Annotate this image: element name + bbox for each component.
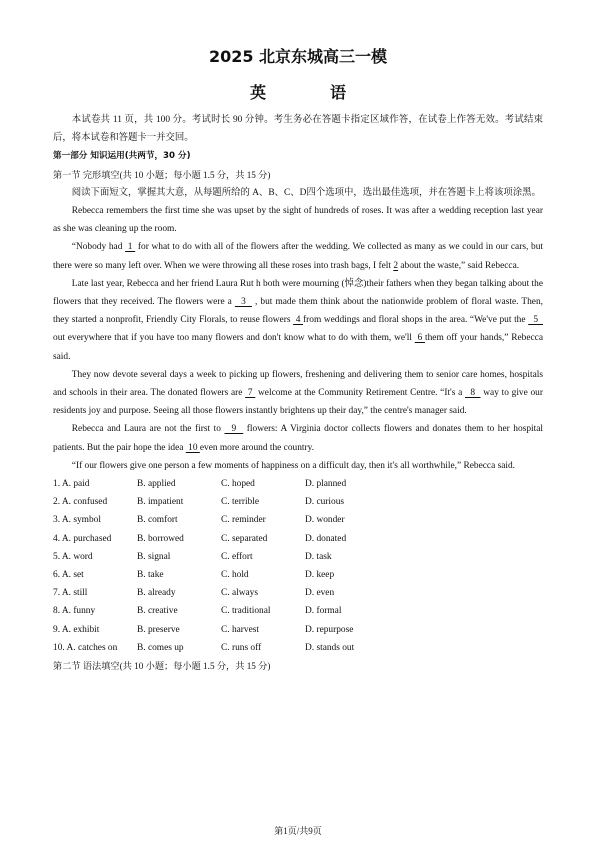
passage-paragraph-3 xyxy=(53,275,543,366)
passage-paragraph-4 xyxy=(53,366,543,421)
passage-text: flowers: A Virginia doctor collects flowers and donates them to her hospital patients. But the pair hope the idea xyxy=(53,424,543,453)
option-row xyxy=(53,621,543,639)
passage-text: them off your hands,” Rebecca said. xyxy=(53,333,543,362)
option-row xyxy=(53,475,543,493)
option-row xyxy=(53,530,543,548)
option-b: B. comes up xyxy=(137,642,184,653)
subject-title: 英 语 xyxy=(249,83,370,102)
blank-9: 9 xyxy=(224,424,244,435)
exam-body xyxy=(53,111,543,675)
option-b: B. borrowed xyxy=(137,533,184,544)
passage-text: They now devote several days a week to picking up flowers, freshening and delivering them to senior care homes, hospitals and schools in their area. The donated flowers are xyxy=(53,369,543,399)
option-row xyxy=(53,602,543,620)
option-c: C. traditional xyxy=(221,606,271,617)
option-row xyxy=(53,584,543,602)
option-b: B. already xyxy=(137,588,176,599)
blank-3: 3 xyxy=(234,297,252,308)
option-c: C. runs off xyxy=(221,642,262,653)
option-d: D. stands out xyxy=(305,642,355,653)
option-a: 2. A. confused xyxy=(53,497,108,508)
intro-paragraph: 本试卷共 11 页，共 100 分。考试时长 90 分钟。考生务必在答题卡指定区域作答，在试卷上作答无效。考试结束后，将本试卷和答题卡一并交回。 xyxy=(53,115,543,144)
option-c: C. effort xyxy=(221,551,253,562)
option-a: 1. A. paid xyxy=(53,479,90,490)
option-a: 10. A. catches on xyxy=(53,642,118,653)
option-c: C. terrible xyxy=(221,497,260,508)
blank-10: 10 xyxy=(185,442,200,453)
option-b: B. comfort xyxy=(137,515,178,526)
exam-title: 2025 北京东城高三一模 xyxy=(208,47,388,66)
section2-heading: 第二节 语法填空(共 10 小题；每小题 1.5 分，共 15 分) xyxy=(53,660,271,671)
option-d: D. keep xyxy=(305,570,335,580)
section1-instruction: 阅读下面短文，掌握其大意，从每题所给的 A、B、C、D四个选项中，选出最佳选项，并在答题卡上将该项涂黑。 xyxy=(71,187,541,198)
passage-text: welcome at the Community Retirement Centre. “It's a xyxy=(255,388,465,399)
passage-text: “Nobody had xyxy=(71,242,126,253)
passage-paragraph-1: Rebecca remembers the first time she was upset by the sight of hundreds of roses. It was after a wedding reception last year as she was cleaning up the room. xyxy=(53,206,543,235)
option-b: B. signal xyxy=(137,551,171,562)
option-a: 5. A. word xyxy=(53,551,93,562)
blank-4: 4 xyxy=(293,315,304,326)
passage-text: way to give our residents joy and purpose. Seeing all those flowers instantly brightens up their day,” the centre's manager said. xyxy=(53,388,543,417)
passage-text: for what to do with all of the flowers after the wedding. We collected as many as we could in our cars, but there were so many left over. When we were throwing all these roses into trash bags, I felt xyxy=(53,242,544,271)
blank-1: 1 xyxy=(125,242,136,253)
passage-paragraph-2 xyxy=(53,238,543,274)
section1-heading: 第一节 完形填空(共 10 小题；每小题 1.5 分，共 15 分) xyxy=(53,169,271,180)
option-d: D. planned xyxy=(305,479,347,490)
option-d: D. donated xyxy=(305,533,347,544)
option-d: D. task xyxy=(305,551,332,562)
option-b: B. applied xyxy=(137,479,176,490)
passage-text: out everywhere that if you have too many flowers and don't know what to do with them, we'll xyxy=(53,333,415,344)
option-a: 8. A. funny xyxy=(53,606,96,617)
option-c: C. hold xyxy=(221,570,249,580)
option-row xyxy=(53,493,543,511)
option-b: B. impatient xyxy=(137,497,184,508)
option-d: D. wonder xyxy=(305,515,345,526)
option-a: 3. A. symbol xyxy=(53,515,101,526)
passage-text: , but made them think about the nationwide problem of floral waste. Then, they started a nonprofit, Friendly City Florals, to reuse flowers xyxy=(53,297,543,326)
blank-6: 6 xyxy=(414,333,425,344)
option-c: C. always xyxy=(221,588,258,599)
option-a: 7. A. still xyxy=(53,588,88,599)
option-d: D. curious xyxy=(305,497,345,508)
passage-paragraph-5 xyxy=(53,420,543,456)
passage-text: from weddings and floral shops in the area. “We've put the xyxy=(303,315,529,326)
passage-text: even more around the country. xyxy=(199,442,315,453)
passage-text: about the waste,” said Rebecca. xyxy=(398,260,520,271)
option-b: B. creative xyxy=(137,606,178,617)
options-list xyxy=(53,475,543,657)
option-row xyxy=(53,566,543,584)
option-c: C. reminder xyxy=(221,515,266,526)
option-a: 6. A. set xyxy=(53,570,84,580)
blank-7: 7 xyxy=(245,388,256,399)
option-row xyxy=(53,548,543,566)
option-c: C. hoped xyxy=(221,479,255,490)
option-a: 9. A. exhibit xyxy=(53,624,100,635)
blank-8: 8 xyxy=(465,388,481,399)
option-d: D. repurpose xyxy=(305,624,354,635)
passage-text: Late last year, Rebecca and her friend Laura Rut h both were mourning (悼念)their fathers when they began talking about the flowers that they received. The flowers were a xyxy=(53,278,543,308)
option-b: B. preserve xyxy=(137,624,180,635)
option-c: C. separated xyxy=(221,533,268,544)
option-a: 4. A. purchased xyxy=(53,533,112,544)
passage-text: Rebecca and Laura are not the first to xyxy=(71,424,225,435)
option-c: C. harvest xyxy=(221,624,260,635)
blank-5: 5 xyxy=(528,315,543,326)
blank-2: 2 xyxy=(393,260,399,271)
option-row xyxy=(53,639,543,657)
part1-heading: 第一部分 知识运用(共两节，30 分) xyxy=(53,151,191,162)
option-d: D. formal xyxy=(305,606,342,617)
option-b: B. take xyxy=(137,570,164,580)
page-number: 第1页/共9页 xyxy=(274,826,322,836)
passage-paragraph-6: “If our flowers give one person a few moments of happiness on a difficult day, then it's all worthwhile,” Rebecca said. xyxy=(71,460,516,471)
option-d: D. even xyxy=(305,588,335,599)
option-row xyxy=(53,511,543,529)
